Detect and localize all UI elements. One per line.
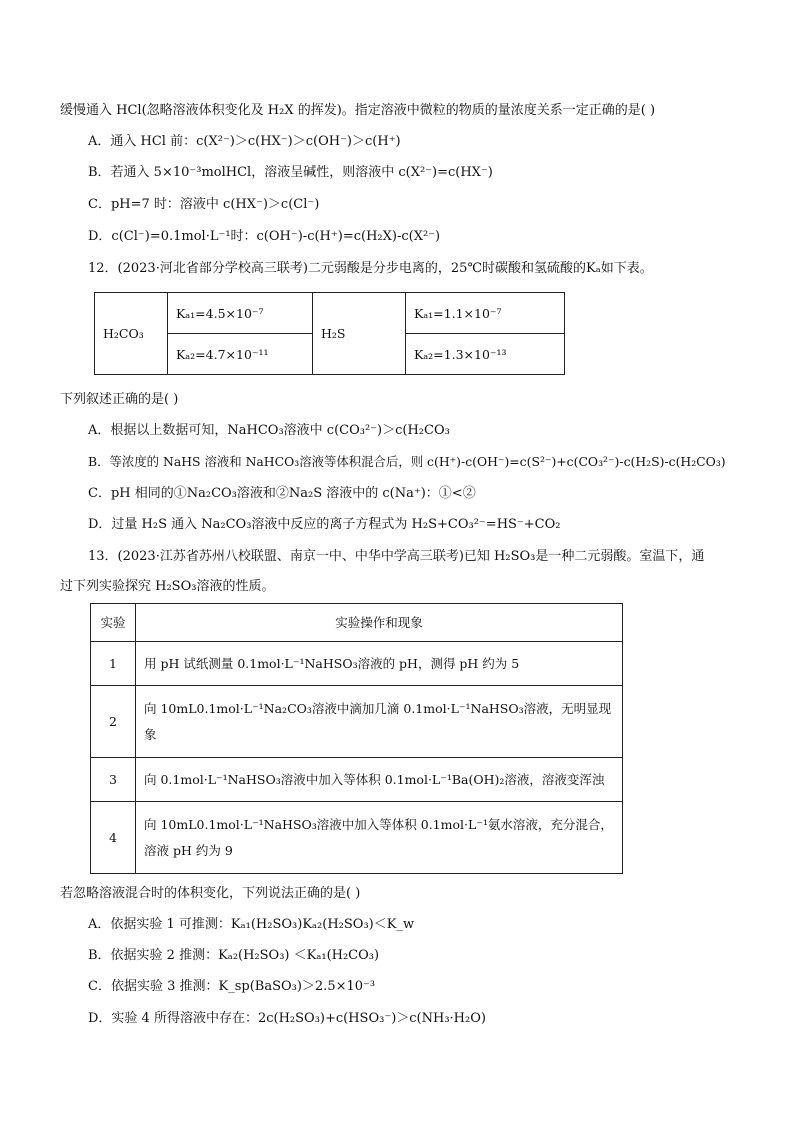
q11-option-a: A．通入 HCl 前：c(X²⁻)＞c(HX⁻)＞c(OH⁻)＞c(H⁺) [88,134,401,149]
q12-option-a: A．根据以上数据可知，NaHCO₃溶液中 c(CO₃²⁻)＞c(H₂CO₃ [88,423,450,438]
q12-option-d: D．过量 H₂S 通入 Na₂CO₃溶液中反应的离子方程式为 H₂S+CO₃²⁻=HS⁻+CO₂ [88,517,561,532]
q12-stem: 12．(2023·河北省部分学校高三联考)二元弱酸是分步电离的，25℃时碳酸和氢硫酸的Kₐ如下表。 [88,261,653,276]
q13-header-op: 实验操作和现象 [136,604,623,642]
table-row [91,802,623,874]
q13-row1-no: 1 [91,642,136,686]
q13-row4-line2: 溶液 pH 约为 9 [144,842,233,858]
q13-row4-line1: 向 10mL0.1mol·L⁻¹NaHSO₃溶液中加入等体积 0.1mol·L⁻¹氨水溶液，充分混合， [144,816,613,832]
table-row [91,758,623,802]
q13-option-c: C．依据实验 3 推测：K_sp(BaSO₃)＞2.5×10⁻³ [88,979,376,994]
q13-stem-line2: 过下列实验探究 H₂SO₃溶液的性质。 [60,579,275,594]
q12-option-c: C．pH 相同的①Na₂CO₃溶液和②Na₂S 溶液中的 c(Na⁺)：①<② [88,486,476,501]
q12-question: 下列叙述正确的是( ) [60,392,179,407]
q12-acid1-cell: H₂CO₃ [95,293,168,375]
q11-intro: 缓慢通入 HCl(忽略溶液体积变化及 H₂X 的挥发)。指定溶液中微粒的物质的量浓度关系一定正确的是( ) [60,103,656,118]
q12-option-b: B．等浓度的 NaHS 溶液和 NaHCO₃溶液等体积混合后，则 c(H⁺)-c(OH⁻)=c(S²⁻)+c(CO₃²⁻)-c(H₂S)-c(H₂CO₃) [88,454,726,469]
q12-acid2-ka2: Kₐ₂=1.3×10⁻¹³ [406,334,565,375]
q12-acid2-cell: H₂S [313,293,406,375]
q13-row3-op [136,758,623,802]
q13-row1-op [136,642,623,686]
q13-row4-op [136,802,623,874]
q13-option-b: B．依据实验 2 推测：Kₐ₂(H₂SO₃) ＜Kₐ₁(H₂CO₃) [88,948,380,963]
q12-acid1-ka2: Kₐ₂=4.7×10⁻¹¹ [168,334,313,375]
q13-row1-line1: 用 pH 试纸测量 0.1mol·L⁻¹NaHSO₃溶液的 pH，测得 pH 约为 5 [144,655,520,671]
q13-header-no: 实验 [91,604,136,642]
table-row [91,686,623,758]
q13-row2-no: 2 [91,686,136,758]
q13-row3-line1: 向 0.1mol·L⁻¹NaHSO₃溶液中加入等体积 0.1mol·L⁻¹Ba(OH)₂溶液，溶液变浑浊 [144,771,605,787]
q13-option-a: A．依据实验 1 可推测：Kₐ₁(H₂SO₃)Kₐ₂(H₂SO₃)＜K_w [88,917,415,932]
q13-question: 若忽略溶液混合时的体积变化，下列说法正确的是( ) [60,886,361,901]
q13-row2-line1: 向 10mL0.1mol·L⁻¹Na₂CO₃溶液中滴加几滴 0.1mol·L⁻¹NaHSO₃溶液，无明显现 [144,700,612,716]
q13-stem-line1: 13．(2023·江苏省苏州八校联盟、南京一中、中华中学高三联考)已知 H₂SO₃是一种二元弱酸。室温下，通 [88,549,705,564]
q12-ka-table [94,292,565,375]
q11-option-d: D．c(Cl⁻)=0.1mol·L⁻¹时：c(OH⁻)-c(H⁺)=c(H₂X)-c(X²⁻) [88,229,441,244]
q12-acid2-ka1: Kₐ₁=1.1×10⁻⁷ [406,293,565,334]
q13-row2-line2: 象 [144,726,157,742]
q13-option-d: D．实验 4 所得溶液中存在：2c(H₂SO₃)+c(HSO₃⁻)＞c(NH₃·H₂O) [88,1011,486,1026]
q13-experiment-table [90,603,623,874]
table-row [91,642,623,686]
q11-option-c: C．pH=7 时：溶液中 c(HX⁻)＞c(Cl⁻) [88,197,320,212]
q12-acid1-ka1: Kₐ₁=4.5×10⁻⁷ [168,293,313,334]
q13-row2-op [136,686,623,758]
q13-row3-no: 3 [91,758,136,802]
q13-row4-no: 4 [91,802,136,874]
q11-option-b: B．若通入 5×10⁻³molHCl，溶液呈碱性，则溶液中 c(X²⁻)=c(HX⁻) [88,165,493,180]
